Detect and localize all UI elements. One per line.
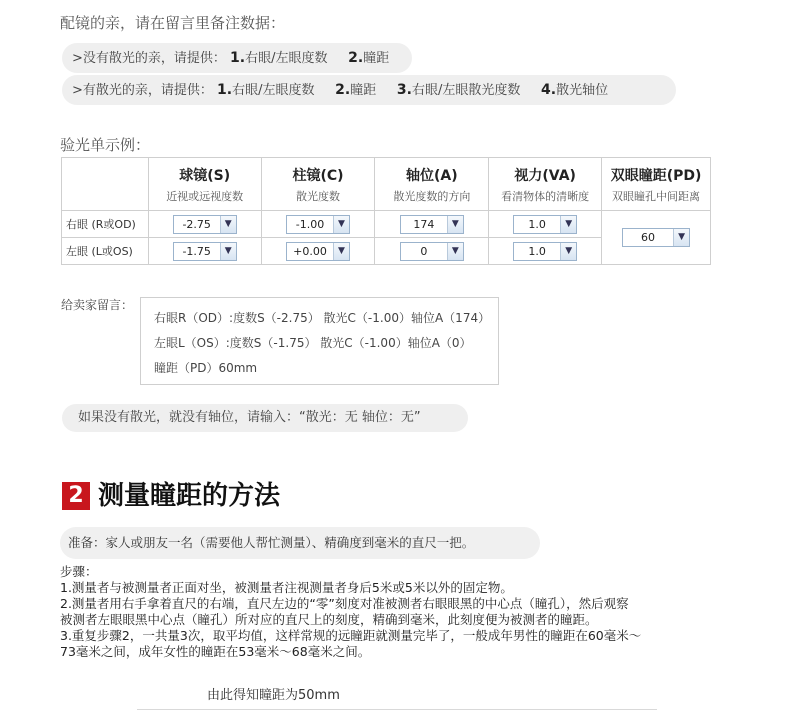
chevron-down-icon: ▼ [447,243,463,260]
select-value: -1.00 [295,217,325,231]
select-value: 174 [413,217,435,231]
table-row [62,211,711,238]
no-astigmatism-hint: 如果没有散光，就没有轴位，请输入：“散光：无 轴位：无” [62,404,468,432]
section-number-badge: 2 [62,482,90,510]
header-title: 视力(VA) [514,167,576,184]
right-sphere-select[interactable] [173,215,237,234]
astig-item-2-text: 瞳距 [350,83,377,98]
no-astig-prefix: >没有散光的亲，请提供： [72,51,226,66]
pd-select[interactable] [622,228,690,247]
header-axis [375,158,489,211]
steps-heading: 步骤： [60,564,98,579]
step-line: 1.测量者与被测量者正面对坐，被测量者注视测量者身后5米或5米以外的固定物。 [60,580,513,595]
row-label-left-eye: 左眼 (L或OS) [62,238,149,265]
select-value: 0 [420,244,428,258]
astig-item-2-num: 2. [335,82,351,98]
right-axis-select[interactable] [400,215,464,234]
preparation-note: 准备：家人或朋友一名（需要他人帮忙测量）、精确度到毫米的直尺一把。 [60,527,540,559]
astig-item-3-text: 右眼/左眼散光度数 [411,83,521,98]
header-visual-acuity [489,158,602,211]
no-astig-item-1-text: 右眼/左眼度数 [245,51,328,66]
header-pd [602,158,711,211]
pd-result-caption: 由此得知瞳距为50mm [207,688,340,703]
left-cylinder-select[interactable] [286,242,350,261]
prescription-table [61,157,711,265]
step-line: 被测者左眼眼黑中心点（瞳孔）所对应的直尺上的刻度，精确到毫米，此刻度便为被测者的瞳距。 [60,612,598,627]
header-sub: 散光度数的方向 [393,189,471,203]
select-value: -2.75 [182,217,211,231]
astig-item-3-num: 3. [396,82,412,98]
step-line: 3.重复步骤2，一共量3次，取平均值，这样常规的远瞳距就测量完毕了，一般成年男性的瞳距在60毫米～ [60,628,642,643]
no-astigmatism-requirements [62,43,412,73]
chevron-down-icon: ▼ [560,216,576,233]
header-cylinder [261,158,375,211]
no-astig-item-2-num: 2. [348,50,364,66]
step-line: 73毫米之间，成年女性的瞳距在53毫米～68毫米之间。 [60,644,371,659]
select-value: -1.75 [182,244,211,258]
header-title: 柱镜(C) [292,167,344,184]
chevron-down-icon: ▼ [333,216,349,233]
intro-text: 配镜的亲，请在留言里备注数据： [60,14,286,32]
header-sphere [148,158,261,211]
select-value: 1.0 [528,217,546,231]
divider [137,709,657,710]
astigmatism-requirements [62,75,676,105]
left-sphere-select[interactable] [173,242,237,261]
chevron-down-icon: ▼ [447,216,463,233]
header-title: 轴位(A) [406,167,458,184]
right-va-select[interactable] [513,215,577,234]
message-line: 右眼R（OD）:度数S（-2.75） 散光C（-1.00）轴位A（174） [154,311,491,325]
no-astig-item-2-text: 瞳距 [363,51,390,66]
header-empty [62,158,149,211]
chevron-down-icon: ▼ [673,229,689,246]
steps-list [60,564,750,660]
select-value: 60 [641,231,656,244]
chevron-down-icon: ▼ [220,216,236,233]
astig-item-4-text: 散光轴位 [556,83,609,98]
row-label-right-eye: 右眼 (R或OD) [62,211,149,238]
section-title: 测量瞳距的方法 [98,481,281,511]
astig-item-4-num: 4. [541,82,557,98]
header-sub: 散光度数 [296,189,341,203]
table-header-row [62,158,711,211]
header-sub: 看清物体的清晰度 [501,189,590,203]
header-sub: 双眼瞳孔中间距离 [612,189,701,203]
header-sub: 近视或远视度数 [166,189,244,203]
left-va-select[interactable] [513,242,577,261]
seller-message-box[interactable] [140,297,499,385]
select-value: +0.00 [293,244,327,258]
no-astig-item-1-num: 1. [230,50,246,66]
select-value: 1.0 [528,244,546,258]
message-line: 瞳距（PD）60mm [154,361,258,375]
example-title: 验光单示例： [60,136,151,154]
seller-message-label: 给卖家留言： [61,298,134,312]
header-title: 球镜(S) [179,167,231,184]
chevron-down-icon: ▼ [560,243,576,260]
message-line: 左眼L（OS）:度数S（-1.75） 散光C（-1.00）轴位A（0） [154,336,472,350]
step-line: 2.测量者用右手拿着直尺的右端，直尺左边的“零”刻度对准被测者右眼眼黑的中心点（瞳孔），然后观察 [60,596,629,611]
astig-item-1-num: 1. [217,82,233,98]
astig-prefix: >有散光的亲，请提供： [72,83,213,98]
right-cylinder-select[interactable] [286,215,350,234]
header-title: 双眼瞳距(PD) [610,167,702,184]
chevron-down-icon: ▼ [333,243,349,260]
chevron-down-icon: ▼ [220,243,236,260]
astig-item-1-text: 右眼/左眼度数 [232,83,315,98]
left-axis-select[interactable] [400,242,464,261]
